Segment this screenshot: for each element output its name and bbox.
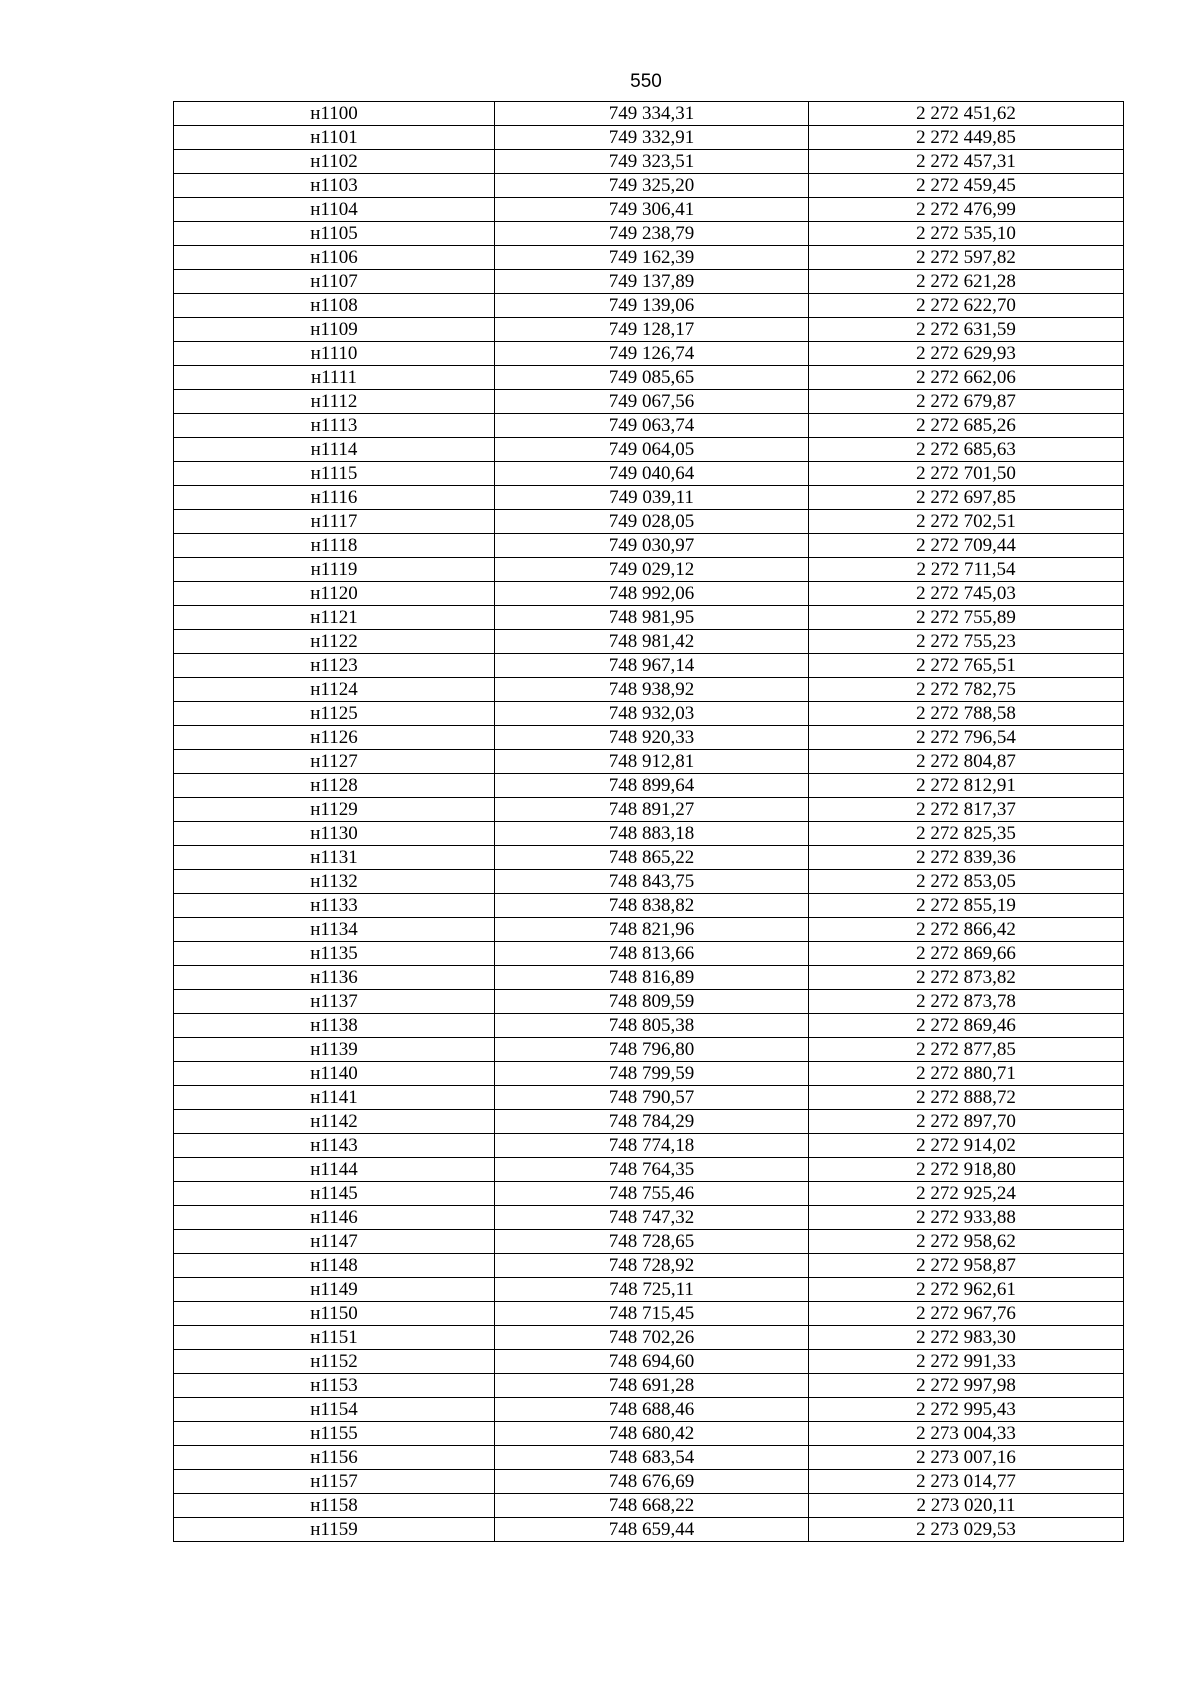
- y-coordinate-cell: 2 272 888,72: [809, 1086, 1124, 1110]
- y-coordinate-cell: 2 272 873,82: [809, 966, 1124, 990]
- table-row: [174, 126, 1124, 150]
- table-row: [174, 150, 1124, 174]
- table-row: [174, 846, 1124, 870]
- table-row: [174, 1254, 1124, 1278]
- y-coordinate-cell: 2 272 597,82: [809, 246, 1124, 270]
- table-row: [174, 798, 1124, 822]
- x-coordinate-cell: 748 774,18: [495, 1134, 809, 1158]
- y-coordinate-cell: 2 272 880,71: [809, 1062, 1124, 1086]
- table-row: [174, 198, 1124, 222]
- x-coordinate-cell: 748 688,46: [495, 1398, 809, 1422]
- x-coordinate-cell: 749 139,06: [495, 294, 809, 318]
- table-row: [174, 534, 1124, 558]
- point-id-cell: н1138: [174, 1014, 495, 1038]
- table-row: [174, 270, 1124, 294]
- table-row: [174, 1326, 1124, 1350]
- x-coordinate-cell: 748 728,92: [495, 1254, 809, 1278]
- point-id-cell: н1145: [174, 1182, 495, 1206]
- point-id-cell: н1118: [174, 534, 495, 558]
- x-coordinate-cell: 748 883,18: [495, 822, 809, 846]
- point-id-cell: н1115: [174, 462, 495, 486]
- point-id-cell: н1106: [174, 246, 495, 270]
- x-coordinate-cell: 749 030,97: [495, 534, 809, 558]
- y-coordinate-cell: 2 272 457,31: [809, 150, 1124, 174]
- point-id-cell: н1133: [174, 894, 495, 918]
- table-row: [174, 222, 1124, 246]
- x-coordinate-cell: 748 796,80: [495, 1038, 809, 1062]
- x-coordinate-cell: 749 162,39: [495, 246, 809, 270]
- x-coordinate-cell: 748 932,03: [495, 702, 809, 726]
- y-coordinate-cell: 2 272 995,43: [809, 1398, 1124, 1422]
- y-coordinate-cell: 2 272 449,85: [809, 126, 1124, 150]
- x-coordinate-cell: 749 128,17: [495, 318, 809, 342]
- y-coordinate-cell: 2 272 535,10: [809, 222, 1124, 246]
- y-coordinate-cell: 2 273 020,11: [809, 1494, 1124, 1518]
- x-coordinate-cell: 749 334,31: [495, 102, 809, 126]
- y-coordinate-cell: 2 272 958,87: [809, 1254, 1124, 1278]
- x-coordinate-cell: 749 323,51: [495, 150, 809, 174]
- table-row: [174, 1158, 1124, 1182]
- y-coordinate-cell: 2 272 962,61: [809, 1278, 1124, 1302]
- table-row: [174, 606, 1124, 630]
- y-coordinate-cell: 2 272 983,30: [809, 1326, 1124, 1350]
- y-coordinate-cell: 2 272 812,91: [809, 774, 1124, 798]
- y-coordinate-cell: 2 272 629,93: [809, 342, 1124, 366]
- x-coordinate-cell: 748 865,22: [495, 846, 809, 870]
- point-id-cell: н1157: [174, 1470, 495, 1494]
- point-id-cell: н1119: [174, 558, 495, 582]
- x-coordinate-cell: 748 938,92: [495, 678, 809, 702]
- table-row: [174, 174, 1124, 198]
- table-row: [174, 726, 1124, 750]
- point-id-cell: н1150: [174, 1302, 495, 1326]
- x-coordinate-cell: 749 064,05: [495, 438, 809, 462]
- table-row: [174, 438, 1124, 462]
- y-coordinate-cell: 2 272 459,45: [809, 174, 1124, 198]
- x-coordinate-cell: 749 040,64: [495, 462, 809, 486]
- table-row: [174, 246, 1124, 270]
- x-coordinate-cell: 748 725,11: [495, 1278, 809, 1302]
- point-id-cell: н1121: [174, 606, 495, 630]
- table-row: [174, 1494, 1124, 1518]
- y-coordinate-cell: 2 272 476,99: [809, 198, 1124, 222]
- x-coordinate-cell: 748 992,06: [495, 582, 809, 606]
- table-row: [174, 894, 1124, 918]
- x-coordinate-cell: 749 137,89: [495, 270, 809, 294]
- point-id-cell: н1148: [174, 1254, 495, 1278]
- point-id-cell: н1101: [174, 126, 495, 150]
- y-coordinate-cell: 2 272 897,70: [809, 1110, 1124, 1134]
- x-coordinate-cell: 748 967,14: [495, 654, 809, 678]
- x-coordinate-cell: 749 067,56: [495, 390, 809, 414]
- y-coordinate-cell: 2 272 755,89: [809, 606, 1124, 630]
- point-id-cell: н1140: [174, 1062, 495, 1086]
- x-coordinate-cell: 748 799,59: [495, 1062, 809, 1086]
- x-coordinate-cell: 749 306,41: [495, 198, 809, 222]
- point-id-cell: н1149: [174, 1278, 495, 1302]
- table-row: [174, 774, 1124, 798]
- y-coordinate-cell: 2 272 709,44: [809, 534, 1124, 558]
- table-row: [174, 1398, 1124, 1422]
- x-coordinate-cell: 748 680,42: [495, 1422, 809, 1446]
- y-coordinate-cell: 2 273 007,16: [809, 1446, 1124, 1470]
- x-coordinate-cell: 749 028,05: [495, 510, 809, 534]
- y-coordinate-cell: 2 272 662,06: [809, 366, 1124, 390]
- point-id-cell: н1131: [174, 846, 495, 870]
- table-row: [174, 342, 1124, 366]
- x-coordinate-cell: 749 238,79: [495, 222, 809, 246]
- table-row: [174, 918, 1124, 942]
- point-id-cell: н1103: [174, 174, 495, 198]
- y-coordinate-cell: 2 272 685,26: [809, 414, 1124, 438]
- point-id-cell: н1109: [174, 318, 495, 342]
- point-id-cell: н1114: [174, 438, 495, 462]
- table-row: [174, 990, 1124, 1014]
- table-row: [174, 630, 1124, 654]
- table-row: [174, 1134, 1124, 1158]
- point-id-cell: н1146: [174, 1206, 495, 1230]
- y-coordinate-cell: 2 272 855,19: [809, 894, 1124, 918]
- x-coordinate-cell: 748 899,64: [495, 774, 809, 798]
- point-id-cell: н1104: [174, 198, 495, 222]
- y-coordinate-cell: 2 272 914,02: [809, 1134, 1124, 1158]
- table-row: [174, 678, 1124, 702]
- point-id-cell: н1129: [174, 798, 495, 822]
- x-coordinate-cell: 748 790,57: [495, 1086, 809, 1110]
- coordinates-table-body: [174, 102, 1124, 1542]
- x-coordinate-cell: 748 728,65: [495, 1230, 809, 1254]
- x-coordinate-cell: 748 816,89: [495, 966, 809, 990]
- y-coordinate-cell: 2 272 631,59: [809, 318, 1124, 342]
- x-coordinate-cell: 748 813,66: [495, 942, 809, 966]
- table-row: [174, 654, 1124, 678]
- point-id-cell: н1143: [174, 1134, 495, 1158]
- point-id-cell: н1141: [174, 1086, 495, 1110]
- x-coordinate-cell: 748 981,95: [495, 606, 809, 630]
- y-coordinate-cell: 2 272 804,87: [809, 750, 1124, 774]
- table-row: [174, 1422, 1124, 1446]
- point-id-cell: н1100: [174, 102, 495, 126]
- y-coordinate-cell: 2 273 004,33: [809, 1422, 1124, 1446]
- y-coordinate-cell: 2 272 685,63: [809, 438, 1124, 462]
- x-coordinate-cell: 748 920,33: [495, 726, 809, 750]
- x-coordinate-cell: 749 039,11: [495, 486, 809, 510]
- table-row: [174, 1302, 1124, 1326]
- y-coordinate-cell: 2 272 866,42: [809, 918, 1124, 942]
- y-coordinate-cell: 2 272 701,50: [809, 462, 1124, 486]
- point-id-cell: н1127: [174, 750, 495, 774]
- y-coordinate-cell: 2 272 839,36: [809, 846, 1124, 870]
- point-id-cell: н1120: [174, 582, 495, 606]
- point-id-cell: н1159: [174, 1518, 495, 1542]
- coordinates-table: [173, 101, 1124, 1542]
- point-id-cell: н1139: [174, 1038, 495, 1062]
- x-coordinate-cell: 748 715,45: [495, 1302, 809, 1326]
- point-id-cell: н1132: [174, 870, 495, 894]
- y-coordinate-cell: 2 273 014,77: [809, 1470, 1124, 1494]
- y-coordinate-cell: 2 272 817,37: [809, 798, 1124, 822]
- point-id-cell: н1111: [174, 366, 495, 390]
- table-row: [174, 702, 1124, 726]
- table-row: [174, 1350, 1124, 1374]
- point-id-cell: н1134: [174, 918, 495, 942]
- table-row: [174, 1230, 1124, 1254]
- x-coordinate-cell: 748 659,44: [495, 1518, 809, 1542]
- y-coordinate-cell: 2 272 711,54: [809, 558, 1124, 582]
- table-row: [174, 1086, 1124, 1110]
- x-coordinate-cell: 748 912,81: [495, 750, 809, 774]
- y-coordinate-cell: 2 272 825,35: [809, 822, 1124, 846]
- x-coordinate-cell: 748 809,59: [495, 990, 809, 1014]
- x-coordinate-cell: 748 805,38: [495, 1014, 809, 1038]
- page-number: 550: [630, 71, 662, 92]
- table-row: [174, 510, 1124, 534]
- x-coordinate-cell: 748 755,46: [495, 1182, 809, 1206]
- y-coordinate-cell: 2 272 755,23: [809, 630, 1124, 654]
- point-id-cell: н1110: [174, 342, 495, 366]
- table-row: [174, 1014, 1124, 1038]
- table-row: [174, 1470, 1124, 1494]
- point-id-cell: н1137: [174, 990, 495, 1014]
- point-id-cell: н1144: [174, 1158, 495, 1182]
- table-row: [174, 1062, 1124, 1086]
- x-coordinate-cell: 748 981,42: [495, 630, 809, 654]
- table-row: [174, 1446, 1124, 1470]
- y-coordinate-cell: 2 273 029,53: [809, 1518, 1124, 1542]
- point-id-cell: н1156: [174, 1446, 495, 1470]
- x-coordinate-cell: 749 126,74: [495, 342, 809, 366]
- x-coordinate-cell: 749 085,65: [495, 366, 809, 390]
- y-coordinate-cell: 2 272 796,54: [809, 726, 1124, 750]
- y-coordinate-cell: 2 272 765,51: [809, 654, 1124, 678]
- point-id-cell: н1116: [174, 486, 495, 510]
- table-row: [174, 390, 1124, 414]
- table-row: [174, 1206, 1124, 1230]
- point-id-cell: н1117: [174, 510, 495, 534]
- x-coordinate-cell: 748 821,96: [495, 918, 809, 942]
- x-coordinate-cell: 748 843,75: [495, 870, 809, 894]
- y-coordinate-cell: 2 272 967,76: [809, 1302, 1124, 1326]
- y-coordinate-cell: 2 272 679,87: [809, 390, 1124, 414]
- table-row: [174, 870, 1124, 894]
- y-coordinate-cell: 2 272 702,51: [809, 510, 1124, 534]
- y-coordinate-cell: 2 272 451,62: [809, 102, 1124, 126]
- point-id-cell: н1102: [174, 150, 495, 174]
- point-id-cell: н1112: [174, 390, 495, 414]
- point-id-cell: н1113: [174, 414, 495, 438]
- point-id-cell: н1147: [174, 1230, 495, 1254]
- x-coordinate-cell: 748 784,29: [495, 1110, 809, 1134]
- y-coordinate-cell: 2 272 933,88: [809, 1206, 1124, 1230]
- x-coordinate-cell: 748 891,27: [495, 798, 809, 822]
- table-row: [174, 942, 1124, 966]
- point-id-cell: н1136: [174, 966, 495, 990]
- y-coordinate-cell: 2 272 853,05: [809, 870, 1124, 894]
- y-coordinate-cell: 2 272 622,70: [809, 294, 1124, 318]
- point-id-cell: н1122: [174, 630, 495, 654]
- x-coordinate-cell: 748 747,32: [495, 1206, 809, 1230]
- table-row: [174, 486, 1124, 510]
- point-id-cell: н1108: [174, 294, 495, 318]
- table-row: [174, 294, 1124, 318]
- x-coordinate-cell: 748 764,35: [495, 1158, 809, 1182]
- y-coordinate-cell: 2 272 873,78: [809, 990, 1124, 1014]
- x-coordinate-cell: 749 063,74: [495, 414, 809, 438]
- point-id-cell: н1130: [174, 822, 495, 846]
- table-row: [174, 1182, 1124, 1206]
- point-id-cell: н1124: [174, 678, 495, 702]
- x-coordinate-cell: 749 029,12: [495, 558, 809, 582]
- table-row: [174, 558, 1124, 582]
- table-row: [174, 1374, 1124, 1398]
- point-id-cell: н1154: [174, 1398, 495, 1422]
- point-id-cell: н1105: [174, 222, 495, 246]
- table-row: [174, 822, 1124, 846]
- table-row: [174, 102, 1124, 126]
- point-id-cell: н1153: [174, 1374, 495, 1398]
- table-row: [174, 1278, 1124, 1302]
- x-coordinate-cell: 748 838,82: [495, 894, 809, 918]
- table-row: [174, 318, 1124, 342]
- x-coordinate-cell: 749 332,91: [495, 126, 809, 150]
- table-row: [174, 750, 1124, 774]
- point-id-cell: н1128: [174, 774, 495, 798]
- y-coordinate-cell: 2 272 782,75: [809, 678, 1124, 702]
- y-coordinate-cell: 2 272 788,58: [809, 702, 1124, 726]
- table-row: [174, 582, 1124, 606]
- table-row: [174, 366, 1124, 390]
- y-coordinate-cell: 2 272 958,62: [809, 1230, 1124, 1254]
- table-row: [174, 966, 1124, 990]
- table-row: [174, 1110, 1124, 1134]
- x-coordinate-cell: 748 676,69: [495, 1470, 809, 1494]
- point-id-cell: н1125: [174, 702, 495, 726]
- point-id-cell: н1135: [174, 942, 495, 966]
- y-coordinate-cell: 2 272 869,46: [809, 1014, 1124, 1038]
- x-coordinate-cell: 748 694,60: [495, 1350, 809, 1374]
- y-coordinate-cell: 2 272 925,24: [809, 1182, 1124, 1206]
- y-coordinate-cell: 2 272 745,03: [809, 582, 1124, 606]
- table-row: [174, 462, 1124, 486]
- y-coordinate-cell: 2 272 918,80: [809, 1158, 1124, 1182]
- y-coordinate-cell: 2 272 991,33: [809, 1350, 1124, 1374]
- y-coordinate-cell: 2 272 877,85: [809, 1038, 1124, 1062]
- y-coordinate-cell: 2 272 621,28: [809, 270, 1124, 294]
- y-coordinate-cell: 2 272 869,66: [809, 942, 1124, 966]
- x-coordinate-cell: 749 325,20: [495, 174, 809, 198]
- point-id-cell: н1107: [174, 270, 495, 294]
- x-coordinate-cell: 748 702,26: [495, 1326, 809, 1350]
- table-row: [174, 1038, 1124, 1062]
- x-coordinate-cell: 748 683,54: [495, 1446, 809, 1470]
- x-coordinate-cell: 748 691,28: [495, 1374, 809, 1398]
- point-id-cell: н1155: [174, 1422, 495, 1446]
- y-coordinate-cell: 2 272 697,85: [809, 486, 1124, 510]
- table-row: [174, 1518, 1124, 1542]
- point-id-cell: н1152: [174, 1350, 495, 1374]
- point-id-cell: н1142: [174, 1110, 495, 1134]
- point-id-cell: н1126: [174, 726, 495, 750]
- point-id-cell: н1151: [174, 1326, 495, 1350]
- point-id-cell: н1158: [174, 1494, 495, 1518]
- point-id-cell: н1123: [174, 654, 495, 678]
- table-row: [174, 414, 1124, 438]
- y-coordinate-cell: 2 272 997,98: [809, 1374, 1124, 1398]
- x-coordinate-cell: 748 668,22: [495, 1494, 809, 1518]
